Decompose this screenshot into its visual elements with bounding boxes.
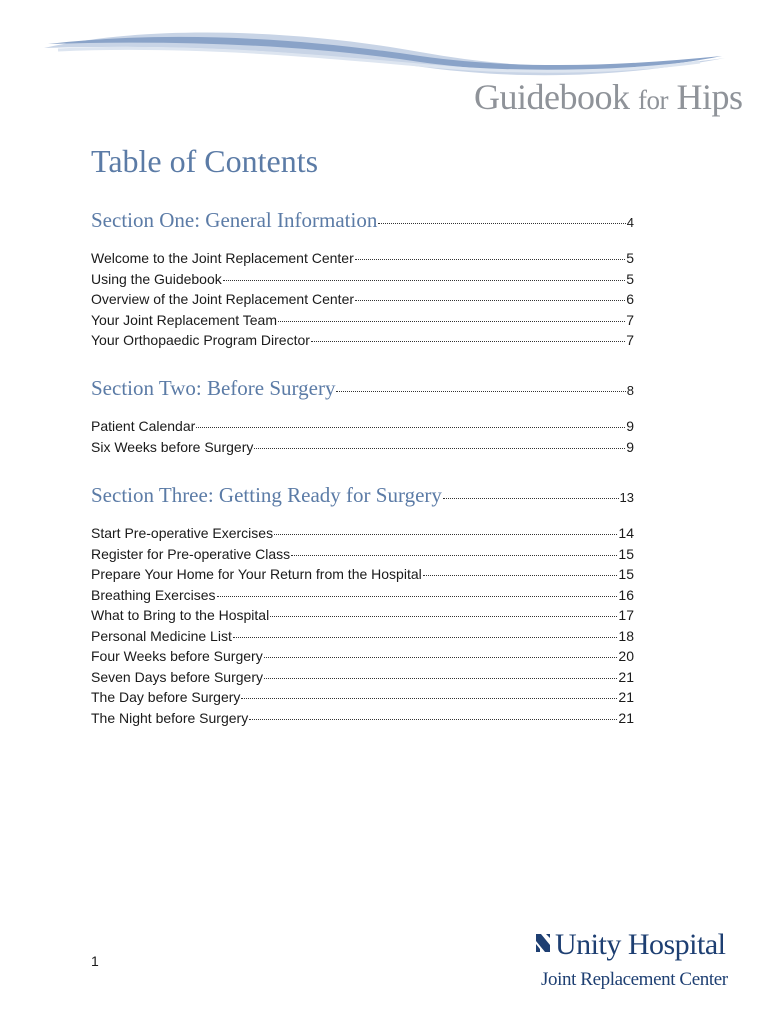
dot-leader — [270, 616, 617, 617]
toc-entry-label: Using the Guidebook — [91, 270, 222, 287]
toc-entry-page: 18 — [618, 627, 634, 644]
dot-leader — [241, 698, 617, 699]
dot-leader — [355, 300, 625, 301]
dot-leader — [264, 657, 618, 658]
guidebook-title — [474, 76, 742, 118]
page-number: 1 — [91, 953, 99, 969]
dot-leader — [311, 341, 625, 342]
toc-entry-label: Breathing Exercises — [91, 586, 216, 603]
toc-entry-label: The Day before Surgery — [91, 689, 241, 705]
toc-entry-label: Start Pre-operative Exercises — [91, 525, 274, 541]
toc-entry-page: 15 — [618, 566, 634, 582]
toc-entry-page: 17 — [618, 607, 634, 623]
dot-leader — [233, 637, 618, 638]
toc-entry[interactable] — [91, 418, 634, 439]
toc-section-two — [91, 376, 634, 459]
toc-section-three — [91, 483, 634, 730]
dot-leader — [291, 555, 617, 556]
toc-entry-page: 16 — [618, 586, 634, 603]
dot-leader — [355, 259, 625, 260]
logo-mark-icon — [535, 933, 551, 953]
dot-leader — [196, 427, 625, 428]
toc-entry-page: 6 — [626, 291, 634, 307]
toc-entry[interactable] — [91, 332, 634, 353]
toc-entry[interactable] — [91, 439, 634, 460]
toc-entry[interactable] — [91, 291, 634, 312]
dot-leader — [217, 596, 618, 597]
toc-entry[interactable] — [91, 628, 634, 649]
toc-entry[interactable] — [91, 566, 634, 587]
toc-entry[interactable] — [91, 271, 634, 292]
unity-hospital-logo — [533, 928, 733, 998]
dot-leader — [264, 678, 617, 679]
toc-entry[interactable] — [91, 587, 634, 608]
toc-entry-page: 9 — [626, 438, 634, 455]
toc-entry-page: 21 — [618, 709, 634, 726]
toc-entry-label: Register for Pre-operative Class — [91, 545, 291, 562]
toc-entry-page: 21 — [618, 689, 634, 705]
page-title: Table of Contents — [91, 143, 319, 179]
toc-entry-list — [91, 418, 634, 459]
toc-entry-page: 14 — [618, 525, 634, 541]
dot-leader — [336, 391, 625, 392]
dot-leader — [423, 575, 618, 576]
toc-entry[interactable] — [91, 669, 634, 690]
toc-entry-label: What to Bring to the Hospital — [91, 607, 270, 623]
toc-entry[interactable] — [91, 607, 634, 628]
toc-entry-page: 5 — [626, 270, 634, 287]
toc-entry-label: Patient Calendar — [91, 418, 196, 434]
toc-entry[interactable] — [91, 312, 634, 333]
toc-entry[interactable] — [91, 689, 634, 710]
toc-entry[interactable] — [91, 546, 634, 567]
dot-leader — [254, 448, 625, 449]
dot-leader — [278, 321, 625, 322]
section-heading-label: Section One: General Information — [91, 208, 378, 232]
guidebook-title-end: Hips — [676, 77, 743, 117]
dot-leader — [378, 223, 625, 224]
dot-leader — [249, 719, 617, 720]
toc-entry-label: Prepare Your Home for Your Return from the Hospital — [91, 566, 422, 582]
toc-entry-label: Personal Medicine List — [91, 627, 232, 644]
section-page-number: 4 — [626, 215, 634, 230]
toc-section-one — [91, 208, 634, 353]
toc-section-heading[interactable] — [91, 376, 634, 406]
toc-entry[interactable] — [91, 710, 634, 731]
toc-entry-label: Overview of the Joint Replacement Center — [91, 291, 355, 307]
toc-entry-label: Four Weeks before Surgery — [91, 648, 263, 664]
toc-entry-list — [91, 525, 634, 730]
toc-entry-label: The Night before Surgery — [91, 709, 249, 726]
guidebook-title-main: Guidebook — [474, 77, 630, 117]
toc-entry-page: 15 — [618, 545, 634, 562]
toc-entry-label: Seven Days before Surgery — [91, 668, 263, 685]
section-heading-label: Section Three: Getting Ready for Surgery — [91, 483, 442, 507]
logo-name: Unity Hospital — [555, 928, 726, 961]
toc-entry-label: Welcome to the Joint Replacement Center — [91, 250, 354, 266]
toc-entry-list — [91, 250, 634, 353]
toc-entry-page: 21 — [618, 668, 634, 685]
section-heading-label: Section Two: Before Surgery — [91, 376, 336, 400]
guidebook-title-for: for — [637, 85, 668, 115]
dot-leader — [274, 534, 617, 535]
dot-leader — [223, 280, 625, 281]
dot-leader — [443, 498, 619, 499]
toc-entry[interactable] — [91, 250, 634, 271]
toc-entry-page: 9 — [626, 418, 634, 434]
toc-entry[interactable] — [91, 648, 634, 669]
toc-entry-label: Six Weeks before Surgery — [91, 438, 254, 455]
section-page-number: 13 — [619, 490, 634, 505]
toc-entry-page: 7 — [626, 332, 634, 348]
logo-subtitle: Joint Replacement Center — [541, 969, 728, 990]
toc-section-heading[interactable] — [91, 483, 634, 513]
toc-entry-page: 5 — [626, 250, 634, 266]
toc-entry[interactable] — [91, 525, 634, 546]
toc-entry-page: 7 — [626, 311, 634, 328]
section-page-number: 8 — [626, 383, 634, 398]
toc-entry-page: 20 — [618, 648, 634, 664]
toc-section-heading[interactable] — [91, 208, 634, 238]
toc-entry-label: Your Orthopaedic Program Director — [91, 332, 310, 348]
toc-entry-label: Your Joint Replacement Team — [91, 311, 277, 328]
